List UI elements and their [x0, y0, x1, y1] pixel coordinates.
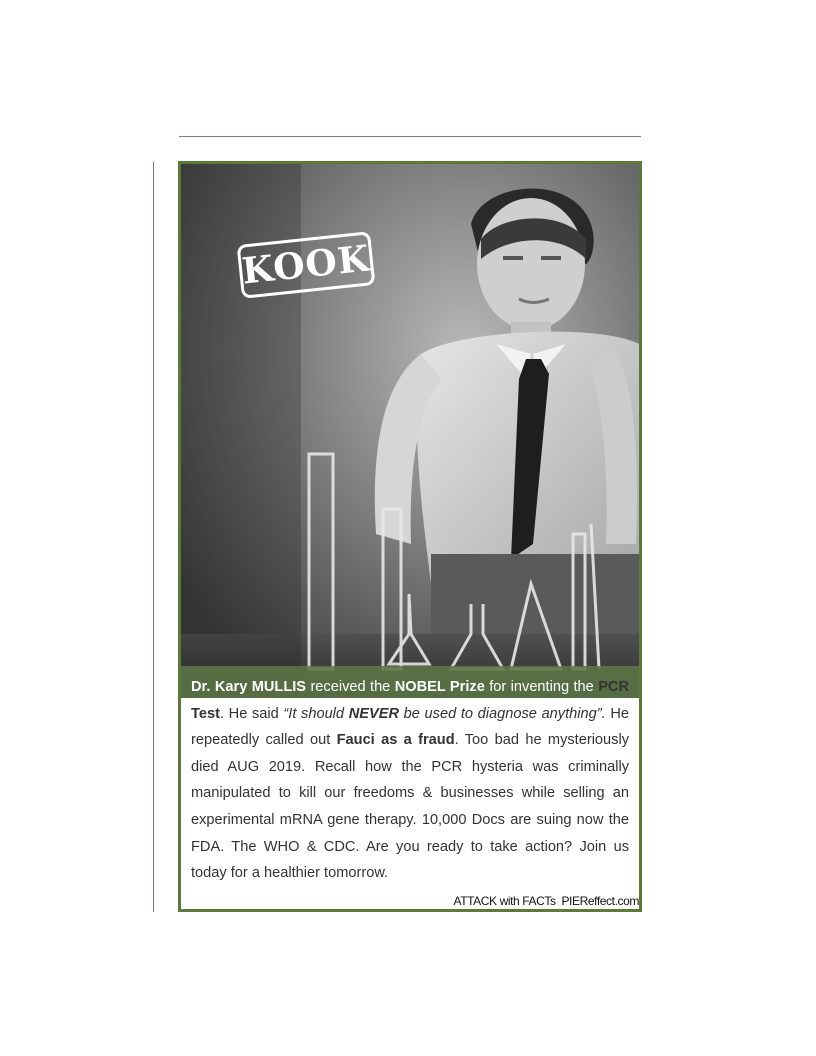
stamp-text: KOOK: [239, 237, 373, 293]
quote: “It should NEVER be used to diagnose anything”.: [283, 705, 606, 722]
nobel-prize: NOBEL Prize: [394, 679, 485, 695]
pcr-test: PCR Test: [191, 679, 629, 722]
scientist-name: Dr. Kary MULLIS: [191, 679, 307, 695]
top-divider: [179, 136, 641, 137]
left-margin-rule: [153, 162, 154, 912]
flyer-card: [178, 161, 642, 912]
footer-tagline: ATTACK with FACTs PIEReffect.com: [453, 894, 639, 908]
scientist-photo: [181, 164, 639, 698]
caption-first-line: Dr. Kary MULLIS received the NOBEL Prize for inventing the: [191, 679, 594, 695]
caption-paragraph: Dr. Kary MULLIS received the NOBEL Prize for inventing the PCR Test. He said “It should NEVER be used to diagnose anything”. He repeatedly called out Fauci as a fraud. Too bad he mysteriously died AUG 2019. Recall how the PCR hysteria was criminally manipulated to kill our freedoms & businesses while selling an experimental mRNA gene therapy. 10,000 Docs are suing now the FDA. The WHO & CDC. Are you ready to take action? Join us today for a healthier tomorrow.: [191, 679, 630, 882]
fauci-fraud: Fauci as a fraud: [336, 732, 455, 749]
